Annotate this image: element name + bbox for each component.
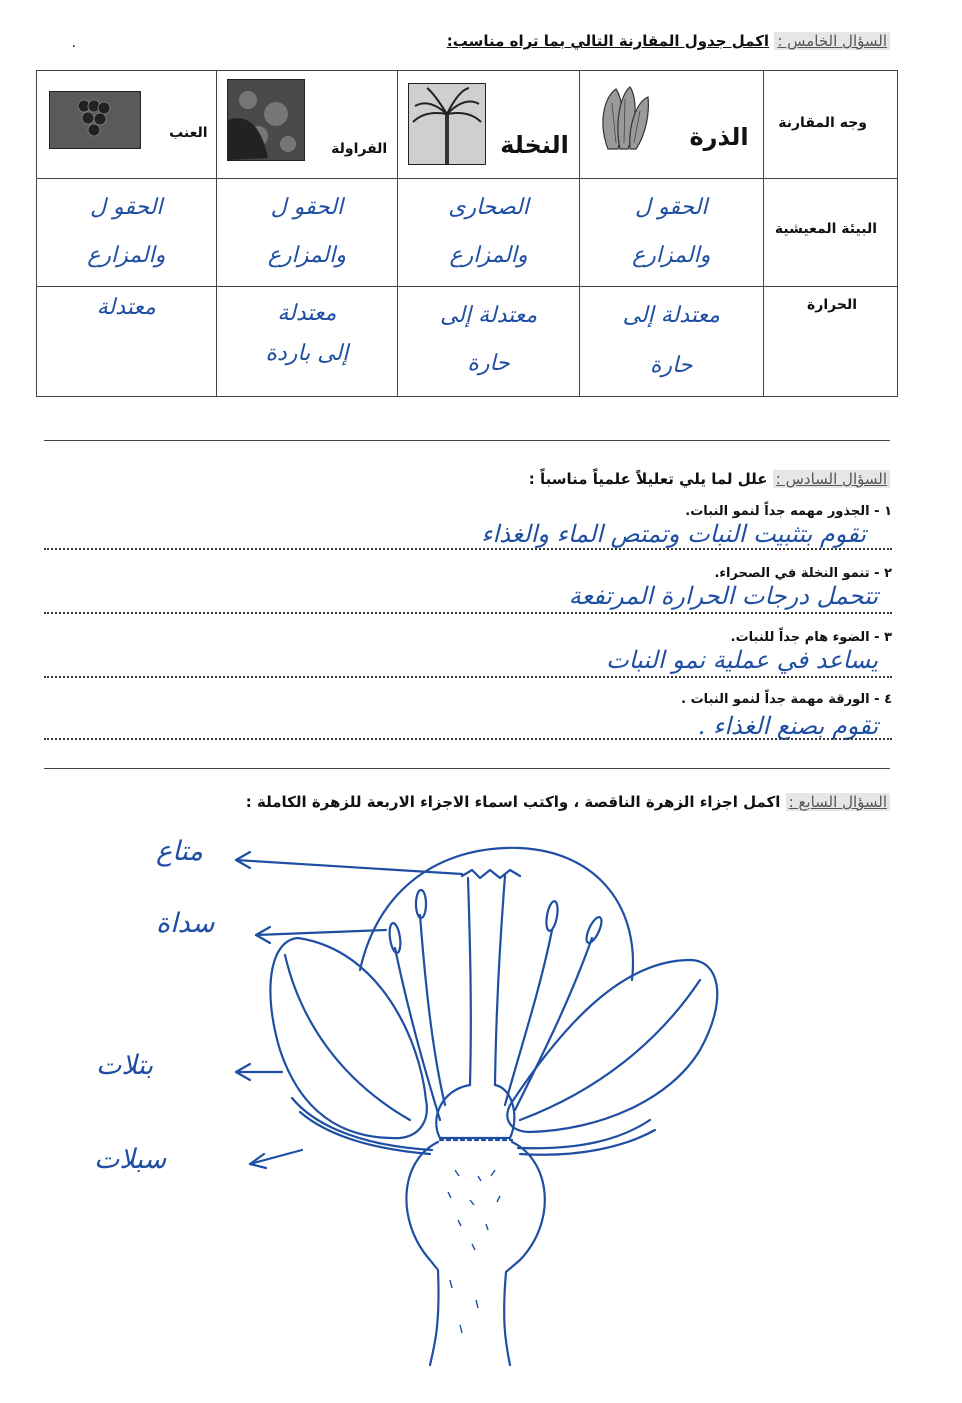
label-pistil: متاع [156,836,203,867]
header-palm: النخلة [398,71,580,179]
cell-strawberry-habitat: الحقو ل والمزارع [216,179,398,287]
cell-palm-temperature: معتدلة إلى حارة [398,287,580,397]
q6-item-4: ٤ - الورقة مهمة جداً لنمو النبات . [681,692,892,707]
receptacle-texture [448,1170,500,1333]
header-corn: الذرة [579,71,763,179]
anther-4 [584,915,605,945]
grapes-image [49,91,141,149]
cell-corn-temperature: معتدلة إلى حارة [579,287,763,397]
separator-2 [44,768,890,769]
q6-answer-line-1 [44,548,892,550]
pistil-style [468,878,471,1085]
q6-label: السؤال السادس : [773,470,890,488]
background-petal [360,848,633,980]
q6-item-1: ١ - الجذور مهمه جداً لنمو النبات. [685,504,892,519]
row-label-temperature: الحرارة [763,287,897,397]
label-stamen: سداة [156,908,215,939]
strawberry-image [227,79,305,161]
q5-label: السؤال الخامس : [774,32,890,50]
anther-2 [416,890,426,918]
flower-diagram [0,820,962,1380]
cell-corn-habitat: الحقو ل والمزارع [579,179,763,287]
anther-3 [544,900,559,931]
q7-title: اكمل اجزاء الزهرة الناقصة ، واكتب اسماء الاجزاء الاربعة للزهرة الكاملة : [245,793,781,811]
table-row-temperature [37,287,898,397]
header-grapes: العنب [37,71,217,179]
header-strawberry: الفراولة [216,71,398,179]
stigma [462,870,520,878]
palm-image [408,83,486,165]
q6-answer-line-4 [44,738,892,740]
q6-heading [529,470,890,488]
ovary [436,1085,514,1138]
table-row-habitat [37,179,898,287]
cell-palm-habitat: الصحارى والمزارع [398,179,580,287]
q6-item-2: ٢ - تنمو النخلة في الصحراء. [714,566,892,581]
cell-grapes-temperature: معتدلة [37,287,217,397]
cell-strawberry-temperature: معتدلة إلى باردة [216,287,398,397]
q5-title: اكمل جدول المقارنة التالي بما تراه مناسب: [446,32,770,50]
left-petal [270,938,426,1138]
q5-heading [447,32,890,50]
q6-item-3: ٣ - الضوء هام جداً للنبات. [730,630,892,645]
label-sepals: سبلات [94,1144,167,1175]
arrow-pistil [236,860,462,874]
receptacle [406,1142,438,1365]
table-header-row [37,71,898,179]
q7-heading [246,793,890,811]
row-label-habitat: البيئة المعيشية [763,179,897,287]
arrow-stamen [256,930,386,935]
page-mark: ٠ [70,38,78,54]
label-petals: بتلات [96,1050,154,1081]
corn-image [594,83,652,155]
arrow-sepals [250,1150,302,1164]
comparison-table [36,70,898,397]
q6-answer-line-3 [44,676,892,678]
q6-answer-1: تقوم بتثبيت النبات وتمتص الماء والغذاء [481,520,866,548]
separator-1 [44,440,890,441]
q6-answer-2: تتحمل درجات الحرارة المرتفعة [568,582,878,610]
q6-answer-3: يساعد في عملية نمو النبات [606,646,878,674]
cell-grapes-habitat: الحقو ل والمزارع [37,179,217,287]
header-aspect: وجه المقارنة [763,71,897,179]
q6-title: علل لما يلي تعليلاً علمياً مناسباً : [528,470,768,488]
q6-answer-4: تقوم بصنع الغذاء . [697,712,878,740]
q7-label: السؤال السابع : [786,793,890,811]
q6-answer-line-2 [44,612,892,614]
